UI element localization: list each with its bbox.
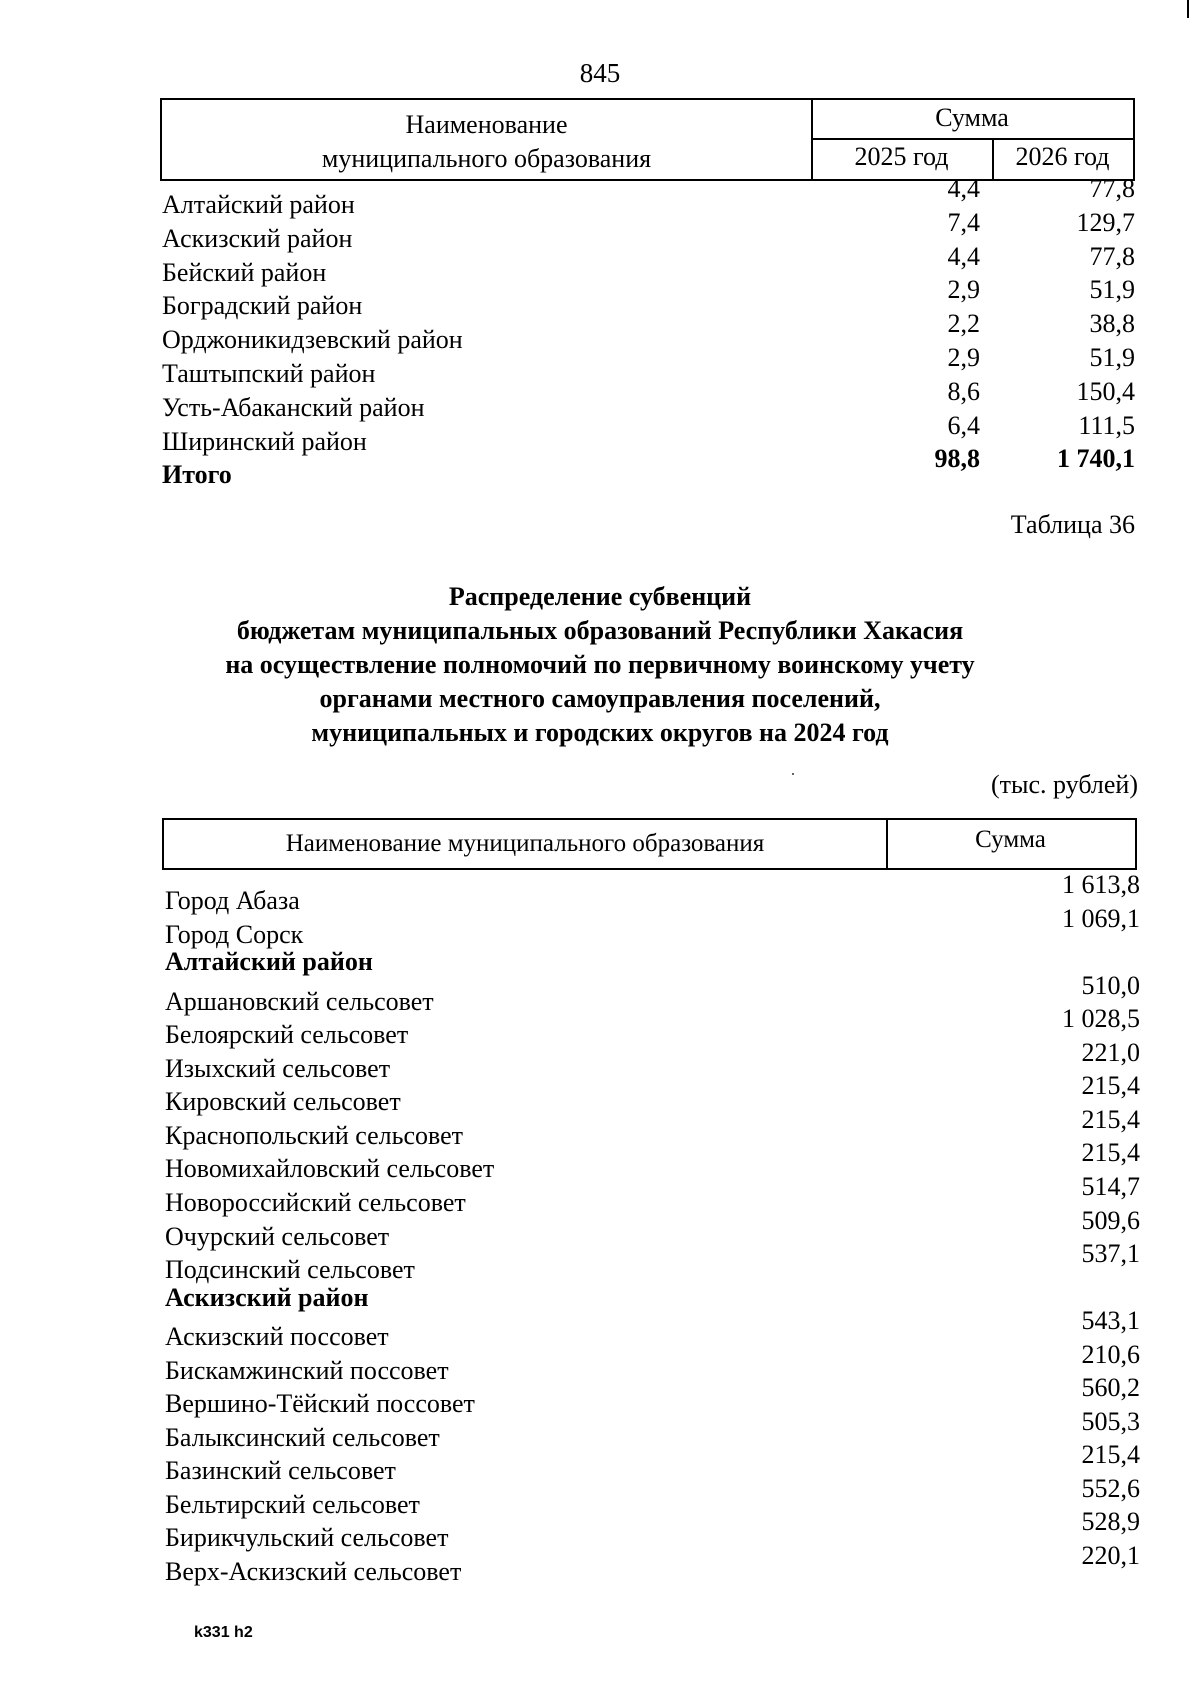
- row-value: 509,6: [1081, 1205, 1140, 1235]
- table2-title: [0, 580, 1200, 750]
- value-2026: 51,9: [1089, 275, 1135, 305]
- row-value: 543,1: [1081, 1306, 1140, 1336]
- table2-row: [165, 1071, 1140, 1117]
- value-2025: 2,9: [947, 343, 980, 372]
- page-number: 845: [579, 58, 621, 88]
- row-name: Усть-Абаканский район: [162, 392, 425, 422]
- row-name: Аскизский поссовет: [165, 1322, 389, 1352]
- scan-edge-mark: [1187, 0, 1189, 18]
- table1-header-name-line2: муниципального образования: [321, 144, 652, 173]
- table1-row: [162, 343, 1135, 388]
- row-name: Изыхский сельсовет: [165, 1053, 391, 1083]
- row-name: Очурский сельсовет: [165, 1221, 390, 1251]
- table2-row: [165, 1473, 1140, 1519]
- table1-row: [162, 309, 1135, 355]
- row-value: 514,7: [1081, 1171, 1140, 1201]
- value-2025: 4,4: [947, 241, 980, 271]
- table2-group-row: [165, 1281, 1140, 1314]
- row-name: Аршановский сельсовет: [165, 986, 434, 1016]
- title-line: Распределение субвенций: [448, 582, 752, 611]
- row-name: Вершино-Тёйский поссовет: [165, 1389, 475, 1419]
- value-2026: 150,4: [1076, 376, 1135, 406]
- table1-row: [162, 376, 1135, 422]
- row-value: 510,0: [1081, 970, 1140, 1000]
- value-2026: 129,7: [1076, 207, 1135, 237]
- row-name: Ширинский район: [162, 426, 367, 456]
- row-value: 1 069,1: [1062, 903, 1140, 933]
- row-name: Алтайский район: [165, 947, 373, 977]
- row-value: 1 613,8: [1062, 870, 1140, 899]
- table2-row: [165, 903, 1140, 949]
- table1-header: [160, 98, 1135, 181]
- row-name: Орджоникидзевский район: [162, 325, 463, 355]
- value-2026: 51,9: [1089, 343, 1135, 372]
- row-name: Итого: [162, 460, 232, 490]
- value-2026: 38,8: [1089, 309, 1135, 339]
- row-value: 560,2: [1081, 1373, 1140, 1403]
- table1-row: [162, 410, 1135, 456]
- row-value: 221,0: [1081, 1037, 1140, 1067]
- row-value: 215,4: [1081, 1440, 1140, 1470]
- table2-row: [165, 1339, 1140, 1385]
- title-line: муниципальных и городских округов на 2024 год: [311, 718, 889, 747]
- row-name: Новороссийский сельсовет: [165, 1187, 466, 1217]
- value-2025: 7,4: [947, 207, 980, 237]
- table1-row: [162, 275, 1135, 321]
- table2-row: [165, 1406, 1140, 1452]
- row-name: Алтайский район: [162, 190, 355, 219]
- row-name: Белоярский сельсовет: [165, 1020, 409, 1050]
- row-name: Базинский сельсовет: [165, 1456, 396, 1486]
- table2-header-sum: Сумма: [975, 826, 1046, 853]
- table2-row: [165, 870, 1140, 915]
- row-value: 528,9: [1081, 1507, 1140, 1537]
- row-value: 215,4: [1081, 1138, 1140, 1168]
- value-2026: 77,8: [1089, 174, 1135, 203]
- row-name: Город Сорск: [165, 919, 304, 949]
- table2-row: [165, 1440, 1140, 1486]
- row-name: Аскизский район: [162, 223, 353, 253]
- table1-header-year1: 2025 год: [854, 142, 949, 171]
- table2-header: [162, 818, 1137, 870]
- value-2025: 4,4: [947, 174, 980, 203]
- row-name: Краснопольский сельсовет: [165, 1120, 464, 1150]
- row-name: Боградский район: [162, 291, 363, 321]
- table1-row: [162, 241, 1135, 287]
- table2-row: [165, 1171, 1140, 1217]
- table-label: Таблица 36: [1010, 510, 1135, 539]
- row-name: Город Абаза: [165, 886, 300, 915]
- row-name: Подсинский сельсовет: [165, 1255, 415, 1285]
- row-value: 215,4: [1081, 1104, 1140, 1134]
- row-name: Бискамжинский поссовет: [165, 1355, 449, 1385]
- table2-row: [165, 1138, 1140, 1184]
- table2-row: [165, 1239, 1140, 1285]
- row-name: Бирикчульский сельсовет: [165, 1523, 449, 1553]
- row-name: Таштыпский район: [162, 359, 376, 388]
- scan-speck: [792, 773, 794, 775]
- row-name: Верх-Аскизский сельсовет: [165, 1557, 462, 1586]
- row-value: 220,1: [1081, 1541, 1140, 1570]
- value-2026: 1 740,1: [1057, 444, 1135, 474]
- row-value: 215,4: [1081, 1071, 1140, 1101]
- row-name: Бельтирский сельсовет: [165, 1489, 420, 1519]
- table1-total-row: [162, 444, 1135, 490]
- row-value: 552,6: [1081, 1473, 1140, 1503]
- table1-header-name-line1: Наименование: [405, 110, 568, 139]
- row-value: 537,1: [1081, 1239, 1140, 1269]
- row-name: Новомихайловский сельсовет: [165, 1154, 495, 1184]
- table1-row: [162, 174, 1135, 219]
- row-value: 505,3: [1081, 1406, 1140, 1436]
- table1-header-year2: 2026 год: [1015, 142, 1110, 171]
- units-label: (тыс. рублей): [990, 770, 1138, 799]
- value-2025: 6,4: [947, 410, 980, 440]
- table2-row: [165, 1507, 1140, 1553]
- row-name: Аскизский район: [165, 1282, 369, 1312]
- table2-row: [165, 1541, 1140, 1586]
- title-line: на осуществление полномочий по первичному воинскому учету: [225, 650, 975, 679]
- row-name: Балыксинский сельсовет: [165, 1422, 440, 1452]
- table2-row: [165, 1004, 1140, 1050]
- row-value: 1 028,5: [1062, 1004, 1140, 1034]
- table2-row: [165, 1306, 1140, 1352]
- row-name: Бейский район: [162, 257, 327, 287]
- row-value: 210,6: [1081, 1339, 1140, 1369]
- title-line: органами местного самоуправления поселений,: [319, 684, 881, 713]
- table2-row: [165, 1373, 1140, 1419]
- table2-row: [165, 1037, 1140, 1083]
- value-2025: 2,2: [947, 309, 980, 339]
- table2-row: [165, 1205, 1140, 1251]
- footer-code: k331 h2: [194, 1624, 253, 1641]
- value-2025: 2,9: [947, 275, 980, 305]
- table2-row: [165, 970, 1140, 1016]
- value-2025: 8,6: [947, 376, 980, 406]
- table2-row: [165, 1104, 1140, 1150]
- table2-group-row: [165, 945, 1140, 978]
- value-2026: 77,8: [1089, 241, 1135, 271]
- table1-row: [162, 207, 1135, 253]
- value-2026: 111,5: [1078, 410, 1135, 440]
- value-2025: 98,8: [934, 444, 980, 474]
- table2-header-name: Наименование муниципального образования: [285, 830, 765, 857]
- table1-header-sum: Сумма: [935, 103, 1009, 132]
- row-name: Кировский сельсовет: [165, 1087, 401, 1117]
- title-line: бюджетам муниципальных образований Республики Хакасия: [236, 616, 964, 645]
